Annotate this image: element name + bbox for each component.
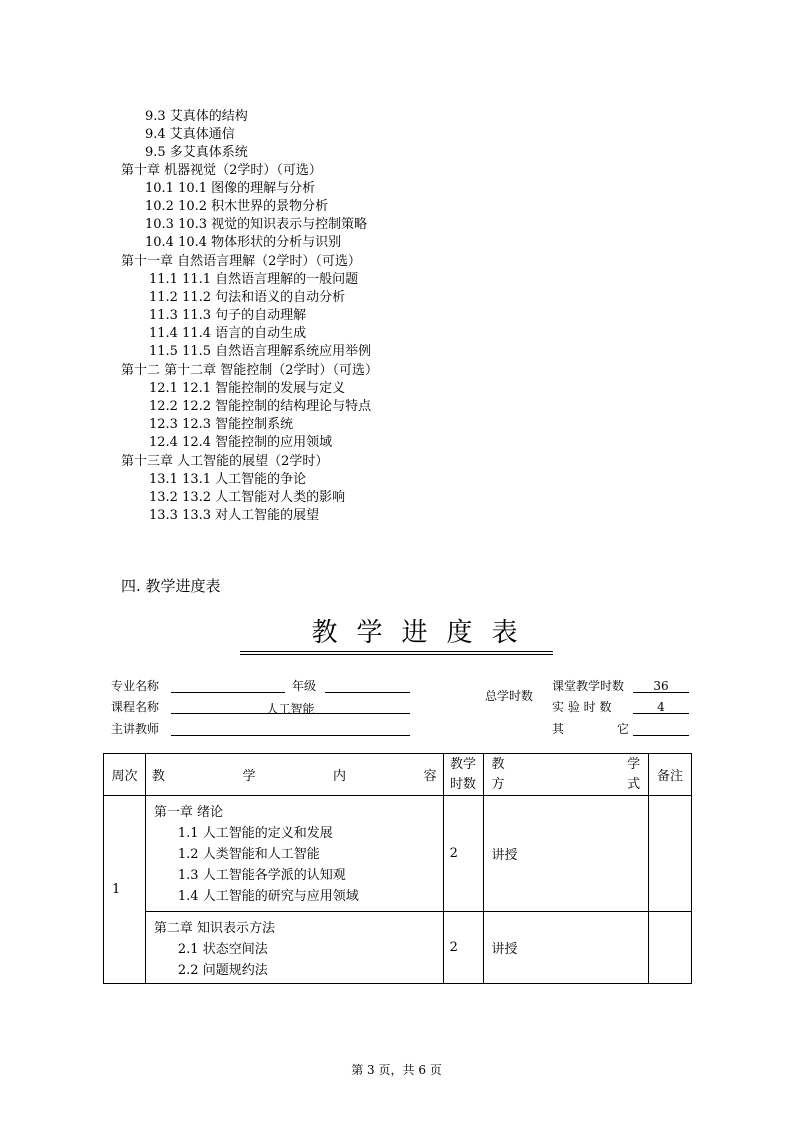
- hours-cell: 2: [443, 912, 483, 984]
- toc-item: 9.5 多艾真体系统: [145, 145, 248, 160]
- course-value: 人工智能: [266, 702, 315, 716]
- toc-item: 13.1 13.1 人工智能的争论: [149, 472, 307, 487]
- toc-item: 12.3 12.3 智能控制系统: [149, 417, 294, 432]
- toc-item: 10.4 10.4 物体形状的分析与识别: [145, 235, 342, 250]
- other-label: 其: [552, 722, 565, 736]
- class-hours-label: 课堂教学时数: [552, 679, 625, 693]
- toc-item: 9.4 艾真体通信: [145, 127, 235, 142]
- chapter-title: 第一章 绪论: [153, 805, 224, 820]
- method-cell: 讲授: [483, 796, 649, 912]
- title-double-rule: [240, 651, 553, 655]
- form-title-char: 教: [311, 618, 338, 648]
- schedule-table: [103, 753, 692, 984]
- form-title-char: 表: [491, 618, 518, 648]
- table-row: [104, 912, 692, 984]
- class-hours-value: 36: [653, 679, 669, 693]
- header-notes: 备注: [649, 754, 692, 796]
- toc-item: 9.3 艾真体的结构: [145, 109, 248, 124]
- section-line: 1.3 人工智能各学派的认知观: [177, 868, 346, 883]
- toc-item: 13.3 13.3 对人工智能的展望: [149, 508, 320, 523]
- major-field[interactable]: [171, 692, 285, 693]
- content-cell: [145, 796, 443, 912]
- header-hours: 教学 时数: [443, 754, 483, 796]
- hours-cell: 2: [443, 796, 483, 912]
- toc-item: 11.1 11.1 自然语言理解的一般问题: [149, 272, 359, 287]
- table-header-row: [104, 754, 692, 796]
- toc-item: 11.3 11.3 句子的自动理解: [149, 308, 307, 323]
- other-field[interactable]: [633, 735, 689, 736]
- toc-item: 12.4 12.4 智能控制的应用领域: [149, 435, 333, 450]
- toc-item: 12.1 12.1 智能控制的发展与定义: [149, 381, 346, 396]
- toc-item: 10.1 10.1 图像的理解与分析: [145, 181, 316, 196]
- form-title-char: 度: [446, 618, 473, 648]
- toc-item: 11.2 11.2 句法和语义的自动分析: [149, 290, 346, 305]
- teacher-field[interactable]: [171, 735, 410, 736]
- toc-chapter: 第十三章 人工智能的展望（2学时）: [121, 454, 329, 469]
- toc-item: 10.2 10.2 积木世界的景物分析: [145, 199, 329, 214]
- toc-chapter: 第十一章 自然语言理解（2学时）（可选）: [121, 254, 361, 269]
- section-line: 1.1 人工智能的定义和发展: [177, 826, 333, 841]
- method-cell: 讲授: [483, 912, 649, 984]
- toc-item: 11.4 11.4 语言的自动生成: [149, 326, 307, 341]
- page-footer: 第 3 页，共 6 页: [351, 1063, 442, 1077]
- other-label-2: 它: [617, 722, 630, 736]
- lab-hours-value: 4: [657, 700, 665, 714]
- toc-chapter: 第十二 第十二章 智能控制（2学时）（可选）: [121, 363, 379, 378]
- toc-item: 13.2 13.2 人工智能对人类的影响: [149, 490, 346, 505]
- lab-hours-label: 实 验 时 数: [552, 700, 612, 714]
- form-title-char: 进: [401, 618, 428, 648]
- toc-item: 10.3 10.3 视觉的知识表示与控制策略: [145, 217, 368, 232]
- section-line: 1.4 人工智能的研究与应用领域: [177, 889, 359, 904]
- week-cell: 1: [104, 796, 146, 984]
- toc-item: 12.2 12.2 智能控制的结构理论与特点: [149, 399, 372, 414]
- header-week: 周次: [104, 754, 146, 796]
- section-line: 1.2 人类智能和人工智能: [177, 847, 320, 862]
- grade-label: 年级: [292, 679, 317, 693]
- chapter-title: 第二章 知识表示方法: [153, 921, 276, 936]
- table-row: [104, 796, 692, 912]
- course-label: 课程名称: [111, 700, 160, 714]
- content-cell: [145, 912, 443, 984]
- form-title-char: 学: [356, 618, 383, 648]
- toc-item: 11.5 11.5 自然语言理解系统应用举例: [149, 344, 372, 359]
- teacher-label: 主讲教师: [111, 722, 160, 736]
- form-title: [302, 620, 527, 646]
- section-line: 2.1 状态空间法: [177, 942, 268, 957]
- grade-field[interactable]: [325, 692, 410, 693]
- header-method: 教 学 方 式: [483, 754, 649, 796]
- notes-cell: [649, 912, 692, 984]
- total-hours-label: 总学时数: [485, 689, 534, 703]
- section-line: 2.2 问题规约法: [177, 963, 268, 978]
- major-label: 专业名称: [111, 679, 160, 693]
- header-content: 教 学 内 容: [145, 754, 443, 796]
- section-heading: 四. 教学进度表: [121, 577, 221, 595]
- notes-cell: [649, 796, 692, 912]
- toc-chapter: 第十章 机器视觉（2学时）（可选）: [121, 163, 322, 178]
